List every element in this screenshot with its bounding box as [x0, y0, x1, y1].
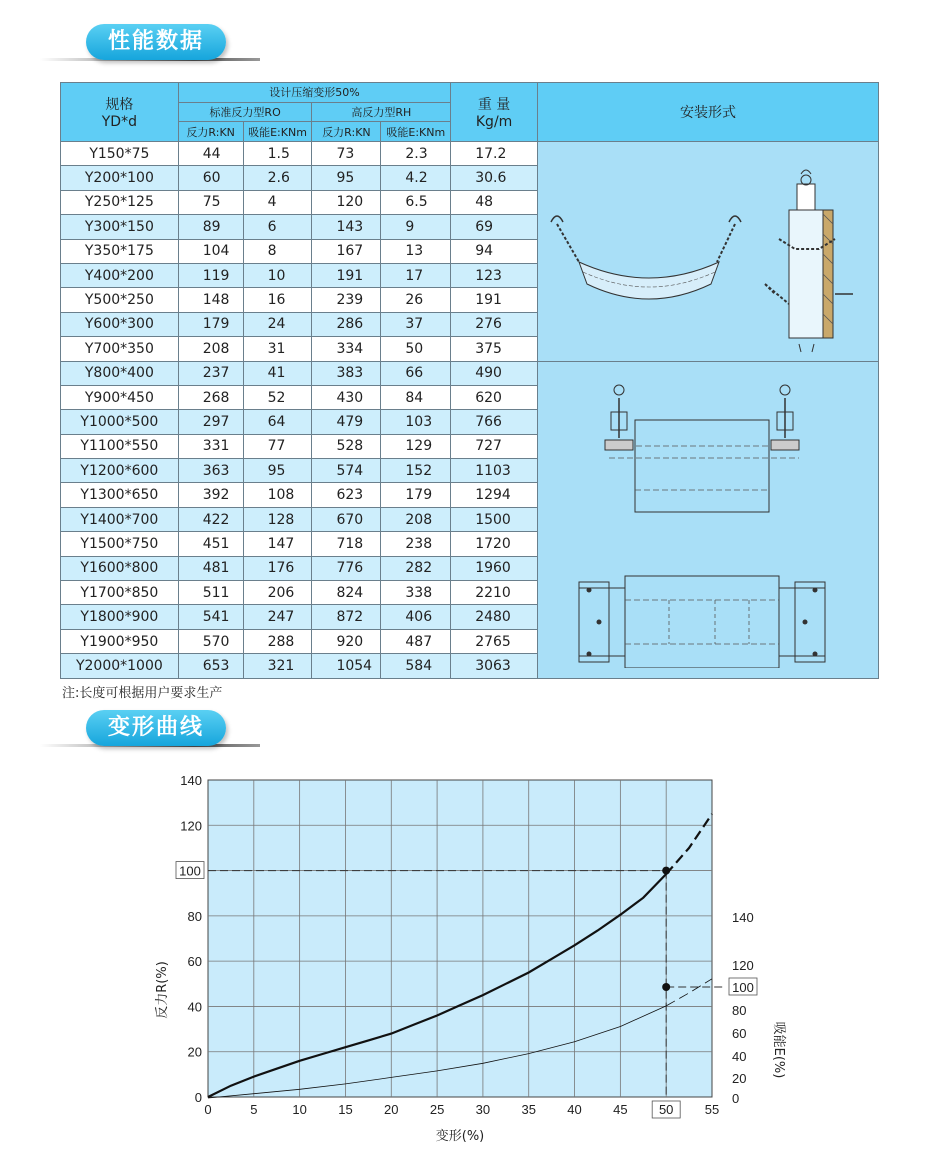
spec-cell: Y2000*1000 — [61, 654, 179, 678]
value-cell: 392 — [178, 483, 243, 507]
value-cell: 2.6 — [243, 166, 312, 190]
spec-cell: Y300*150 — [61, 215, 179, 239]
value-cell: 3063 — [451, 654, 538, 678]
value-cell: 206 — [243, 581, 312, 605]
y-tick-label: 80 — [187, 908, 202, 924]
value-cell: 77 — [243, 434, 312, 458]
value-cell: 727 — [451, 434, 538, 458]
x-tick-label: 35 — [521, 1102, 536, 1117]
value-cell: 108 — [243, 483, 312, 507]
value-cell: 208 — [178, 337, 243, 361]
value-cell: 487 — [381, 629, 451, 653]
spec-cell: Y700*350 — [61, 337, 179, 361]
x-tick-label: 5 — [250, 1102, 258, 1117]
value-cell: 776 — [312, 556, 381, 580]
col-e-ro: 吸能E:KNm — [243, 122, 312, 142]
value-cell: 179 — [381, 483, 451, 507]
x-tick-label: 45 — [613, 1102, 628, 1117]
value-cell: 16 — [243, 288, 312, 312]
x-tick-label: 40 — [567, 1102, 582, 1117]
energy-absorption-curve-extension — [666, 979, 712, 1006]
value-cell: 321 — [243, 654, 312, 678]
value-cell: 1054 — [312, 654, 381, 678]
spec-cell: Y1200*600 — [61, 459, 179, 483]
value-cell: 620 — [451, 385, 538, 409]
value-cell: 1294 — [451, 483, 538, 507]
table-row — [61, 142, 879, 166]
value-cell: 4.2 — [381, 166, 451, 190]
spec-cell: Y1800*900 — [61, 605, 179, 629]
value-cell: 490 — [451, 361, 538, 385]
y-tick-label: 120 — [180, 818, 202, 834]
value-cell: 167 — [312, 239, 381, 263]
value-cell: 247 — [243, 605, 312, 629]
value-cell: 570 — [178, 629, 243, 653]
plot-area — [208, 780, 712, 1097]
value-cell: 872 — [312, 605, 381, 629]
y2-axis-title: 吸能E(%) — [771, 1021, 786, 1079]
y2-tick-label: 80 — [732, 1003, 747, 1018]
value-cell: 94 — [451, 239, 538, 263]
y-axis-title: 反力R(%) — [155, 961, 170, 1019]
spec-cell: Y600*300 — [61, 312, 179, 336]
value-cell: 37 — [381, 312, 451, 336]
col-spec-header: 规格 YD*d — [61, 83, 179, 142]
value-cell: 334 — [312, 337, 381, 361]
energy-absorption-curve — [208, 1006, 666, 1098]
value-cell: 2480 — [451, 605, 538, 629]
value-cell: 766 — [451, 410, 538, 434]
value-cell: 26 — [381, 288, 451, 312]
value-cell: 268 — [178, 385, 243, 409]
col-r-ro: 反力R:KN — [178, 122, 243, 142]
x-tick-label: 0 — [204, 1102, 212, 1117]
col-r-rh: 反力R:KN — [312, 122, 381, 142]
value-cell: 179 — [178, 312, 243, 336]
value-cell: 48 — [451, 190, 538, 214]
spec-cell: Y1600*800 — [61, 556, 179, 580]
value-cell: 288 — [243, 629, 312, 653]
value-cell: 528 — [312, 434, 381, 458]
value-cell: 103 — [381, 410, 451, 434]
spec-cell: Y1500*750 — [61, 532, 179, 556]
value-cell: 375 — [451, 337, 538, 361]
x-tick-label: 55 — [704, 1102, 720, 1117]
chain-mount-icon — [539, 144, 877, 354]
y2-tick-label: 60 — [732, 1026, 747, 1041]
value-cell: 584 — [381, 654, 451, 678]
col-install-header: 安装形式 — [537, 83, 878, 142]
value-cell: 920 — [312, 629, 381, 653]
value-cell: 541 — [178, 605, 243, 629]
y-highlight-label: 100 — [179, 863, 201, 879]
value-cell: 31 — [243, 337, 312, 361]
y2-tick-label: 0 — [732, 1091, 740, 1106]
col-e-rh: 吸能E:KNm — [381, 122, 451, 142]
value-cell: 511 — [178, 581, 243, 605]
y2-highlight-label: 100 — [732, 980, 754, 995]
value-cell: 297 — [178, 410, 243, 434]
value-cell: 1500 — [451, 507, 538, 531]
value-cell: 718 — [312, 532, 381, 556]
value-cell: 481 — [178, 556, 243, 580]
x-axis-title: 变形(%) — [435, 1129, 485, 1144]
value-cell: 430 — [312, 385, 381, 409]
value-cell: 95 — [243, 459, 312, 483]
spec-cell: Y1300*650 — [61, 483, 179, 507]
value-cell: 123 — [451, 263, 538, 287]
y-tick-label: 40 — [187, 999, 202, 1015]
reaction-force-curve-extension — [666, 814, 712, 874]
value-cell: 282 — [381, 556, 451, 580]
value-cell: 129 — [381, 434, 451, 458]
value-cell: 17 — [381, 263, 451, 287]
value-cell: 286 — [312, 312, 381, 336]
spec-cell: Y900*450 — [61, 385, 179, 409]
spec-cell: Y400*200 — [61, 263, 179, 287]
spec-cell: Y1700*850 — [61, 581, 179, 605]
value-cell: 66 — [381, 361, 451, 385]
install-diagram-bracket — [537, 361, 878, 678]
col-design-header: 设计压缩变形50% — [178, 83, 450, 103]
value-cell: 148 — [178, 288, 243, 312]
spec-cell: Y500*250 — [61, 288, 179, 312]
spec-cell: Y1900*950 — [61, 629, 179, 653]
value-cell: 89 — [178, 215, 243, 239]
value-cell: 1.5 — [243, 142, 312, 166]
y-tick-label: 0 — [194, 1090, 202, 1105]
value-cell: 6.5 — [381, 190, 451, 214]
y2-tick-label: 140 — [732, 910, 754, 925]
y2-tick-label: 120 — [732, 958, 754, 973]
y2-tick-label: 20 — [732, 1071, 747, 1086]
y-highlight-box — [176, 862, 204, 879]
value-cell: 64 — [243, 410, 312, 434]
section-title: 变形曲线 — [86, 710, 226, 746]
value-cell: 176 — [243, 556, 312, 580]
performance-section-header — [40, 20, 280, 66]
value-cell: 69 — [451, 215, 538, 239]
reaction-force-curve — [208, 874, 666, 1097]
value-cell: 9 — [381, 215, 451, 239]
table-row — [61, 361, 879, 385]
value-cell: 338 — [381, 581, 451, 605]
value-cell: 30.6 — [451, 166, 538, 190]
value-cell: 383 — [312, 361, 381, 385]
value-cell: 479 — [312, 410, 381, 434]
y2-highlight-box — [729, 978, 757, 995]
spec-cell: Y1000*500 — [61, 410, 179, 434]
x-tick-label: 20 — [384, 1102, 399, 1117]
x-highlight-box — [652, 1101, 680, 1118]
value-cell: 75 — [178, 190, 243, 214]
value-cell: 6 — [243, 215, 312, 239]
y-tick-label: 20 — [187, 1044, 202, 1060]
value-cell: 237 — [178, 361, 243, 385]
x-tick-label: 15 — [338, 1102, 353, 1117]
value-cell: 73 — [312, 142, 381, 166]
spec-cell: Y350*175 — [61, 239, 179, 263]
value-cell: 13 — [381, 239, 451, 263]
bracket-mount-icon — [539, 368, 877, 668]
value-cell: 52 — [243, 385, 312, 409]
table-note: 注:长度可根据用户要求生产 — [62, 686, 223, 701]
curve-section-header — [40, 706, 280, 752]
spec-cell: Y200*100 — [61, 166, 179, 190]
x-highlight-label: 50 — [658, 1102, 674, 1117]
value-cell: 191 — [312, 263, 381, 287]
value-cell: 670 — [312, 507, 381, 531]
value-cell: 331 — [178, 434, 243, 458]
value-cell: 120 — [312, 190, 381, 214]
value-cell: 24 — [243, 312, 312, 336]
value-cell: 60 — [178, 166, 243, 190]
spec-cell: Y1400*700 — [61, 507, 179, 531]
install-diagram-chain — [537, 142, 878, 362]
value-cell: 4 — [243, 190, 312, 214]
value-cell: 50 — [381, 337, 451, 361]
value-cell: 623 — [312, 483, 381, 507]
x-tick-label: 25 — [429, 1102, 445, 1117]
y-tick-label: 60 — [187, 954, 202, 970]
spec-cell: Y250*125 — [61, 190, 179, 214]
y2-tick-label: 40 — [732, 1049, 747, 1064]
value-cell: 653 — [178, 654, 243, 678]
x-tick-label: 10 — [292, 1102, 307, 1117]
value-cell: 276 — [451, 312, 538, 336]
spec-table — [60, 82, 879, 679]
value-cell: 363 — [178, 459, 243, 483]
value-cell: 8 — [243, 239, 312, 263]
value-cell: 451 — [178, 532, 243, 556]
e-highlight-point — [662, 983, 670, 991]
x-tick-label: 30 — [475, 1102, 491, 1117]
spec-cell: Y800*400 — [61, 361, 179, 385]
value-cell: 824 — [312, 581, 381, 605]
value-cell: 119 — [178, 263, 243, 287]
value-cell: 17.2 — [451, 142, 538, 166]
value-cell: 2765 — [451, 629, 538, 653]
col-rh-header: 高反力型RH — [312, 102, 451, 122]
value-cell: 239 — [312, 288, 381, 312]
r-highlight-point — [662, 867, 670, 875]
value-cell: 422 — [178, 507, 243, 531]
value-cell: 1960 — [451, 556, 538, 580]
value-cell: 95 — [312, 166, 381, 190]
value-cell: 1103 — [451, 459, 538, 483]
value-cell: 406 — [381, 605, 451, 629]
value-cell: 84 — [381, 385, 451, 409]
value-cell: 41 — [243, 361, 312, 385]
col-weight-header: 重 量 Kg/m — [451, 83, 538, 142]
value-cell: 143 — [312, 215, 381, 239]
spec-cell: Y150*75 — [61, 142, 179, 166]
value-cell: 238 — [381, 532, 451, 556]
col-ro-header: 标准反力型RO — [178, 102, 312, 122]
value-cell: 208 — [381, 507, 451, 531]
section-title: 性能数据 — [86, 24, 226, 60]
value-cell: 128 — [243, 507, 312, 531]
value-cell: 191 — [451, 288, 538, 312]
value-cell: 104 — [178, 239, 243, 263]
value-cell: 152 — [381, 459, 451, 483]
value-cell: 10 — [243, 263, 312, 287]
y-tick-label: 140 — [180, 773, 202, 788]
value-cell: 2.3 — [381, 142, 451, 166]
value-cell: 44 — [178, 142, 243, 166]
spec-cell: Y1100*550 — [61, 434, 179, 458]
value-cell: 2210 — [451, 581, 538, 605]
value-cell: 574 — [312, 459, 381, 483]
value-cell: 1720 — [451, 532, 538, 556]
value-cell: 147 — [243, 532, 312, 556]
